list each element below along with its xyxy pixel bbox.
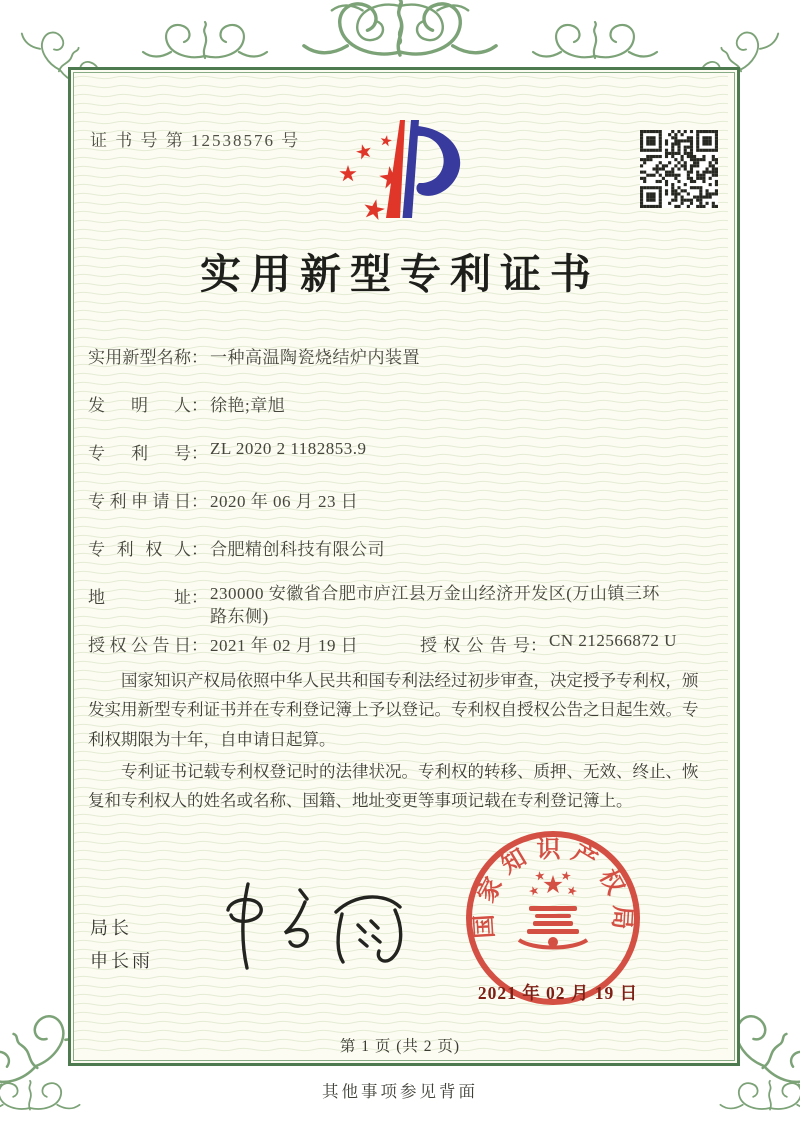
field-row-address: 地址： 230000 安徽省合肥市庐江县万金山经济开发区(万山镇三环路东侧) [88, 583, 662, 629]
field-value: 2021 年 02 月 19 日 [210, 636, 359, 655]
field-label: 地址 [88, 588, 191, 607]
certificate-title: 实用新型专利证书 [200, 251, 600, 297]
field-label: 专利号 [88, 444, 191, 463]
director-title: 局长 [90, 918, 132, 938]
field-grant-number: 授权公告号： CN 212566872 U [420, 631, 677, 655]
seal-text: 国家知识产权局 [471, 836, 635, 940]
field-value: 230000 安徽省合肥市庐江县万金山经济开发区(万山镇三环路东侧) [210, 584, 660, 626]
director-name: 申长雨 [90, 951, 153, 971]
grant-date-stamp: 2021 年 02 月 19 日 [477, 983, 639, 1003]
field-label: 实用新型名称 [88, 348, 191, 367]
certificate-number: 证 书 号 第 12538576 号 [90, 131, 301, 150]
field-value: 一种高温陶瓷烧结炉内装置 [210, 348, 420, 367]
field-label: 专利权人 [88, 540, 191, 559]
field-label: 授权公告日 [88, 636, 191, 655]
field-label: 发明人 [88, 396, 191, 415]
field-value: CN 212566872 U [549, 631, 677, 650]
field-value: 合肥精创科技有限公司 [210, 540, 385, 559]
field-row-patent-number: 专利号： ZL 2020 2 1182853.9 [88, 439, 367, 463]
cnipa-logo-icon [334, 110, 472, 238]
qr-code [640, 130, 718, 208]
national-emblem-icon [519, 870, 587, 947]
field-label: 授权公告号 [420, 636, 530, 655]
director-signature [212, 872, 422, 987]
field-value: 徐艳;章旭 [210, 396, 286, 415]
field-row-grant: 授权公告日： 2021 年 02 月 19 日 授权公告号： CN 212566872 U [88, 631, 677, 655]
field-row-patentee: 专利权人： 合肥精创科技有限公司 [88, 535, 385, 560]
legal-paragraph-2: 专利证书记载专利权登记时的法律状况。专利权的转移、质押、无效、终止、恢复和专利权人的姓名或名称、国籍、地址变更等事项记载在专利登记簿上。 [88, 762, 699, 811]
field-label: 专利申请日 [88, 492, 191, 511]
back-side-note: 其他事项参见背面 [322, 1082, 478, 1101]
field-row-name: 实用新型名称： 一种高温陶瓷烧结炉内装置 [88, 343, 420, 368]
field-value: 2020 年 06 月 23 日 [210, 492, 359, 511]
page-number: 第 1 页 (共 2 页) [339, 1038, 461, 1055]
legal-paragraph-1: 国家知识产权局依照中华人民共和国专利法经过初步审查，决定授予专利权，颁发实用新型专利证书并在专利登记簿上予以登记。专利权自授权公告之日起生效。专利权期限为十年，自申请日起算。 [88, 671, 699, 749]
field-row-filing-date: 专利申请日： 2020 年 06 月 23 日 [88, 487, 358, 512]
field-value: ZL 2020 2 1182853.9 [210, 439, 367, 458]
legal-text [88, 666, 714, 819]
field-row-inventor: 发明人： 徐艳;章旭 [88, 391, 285, 416]
